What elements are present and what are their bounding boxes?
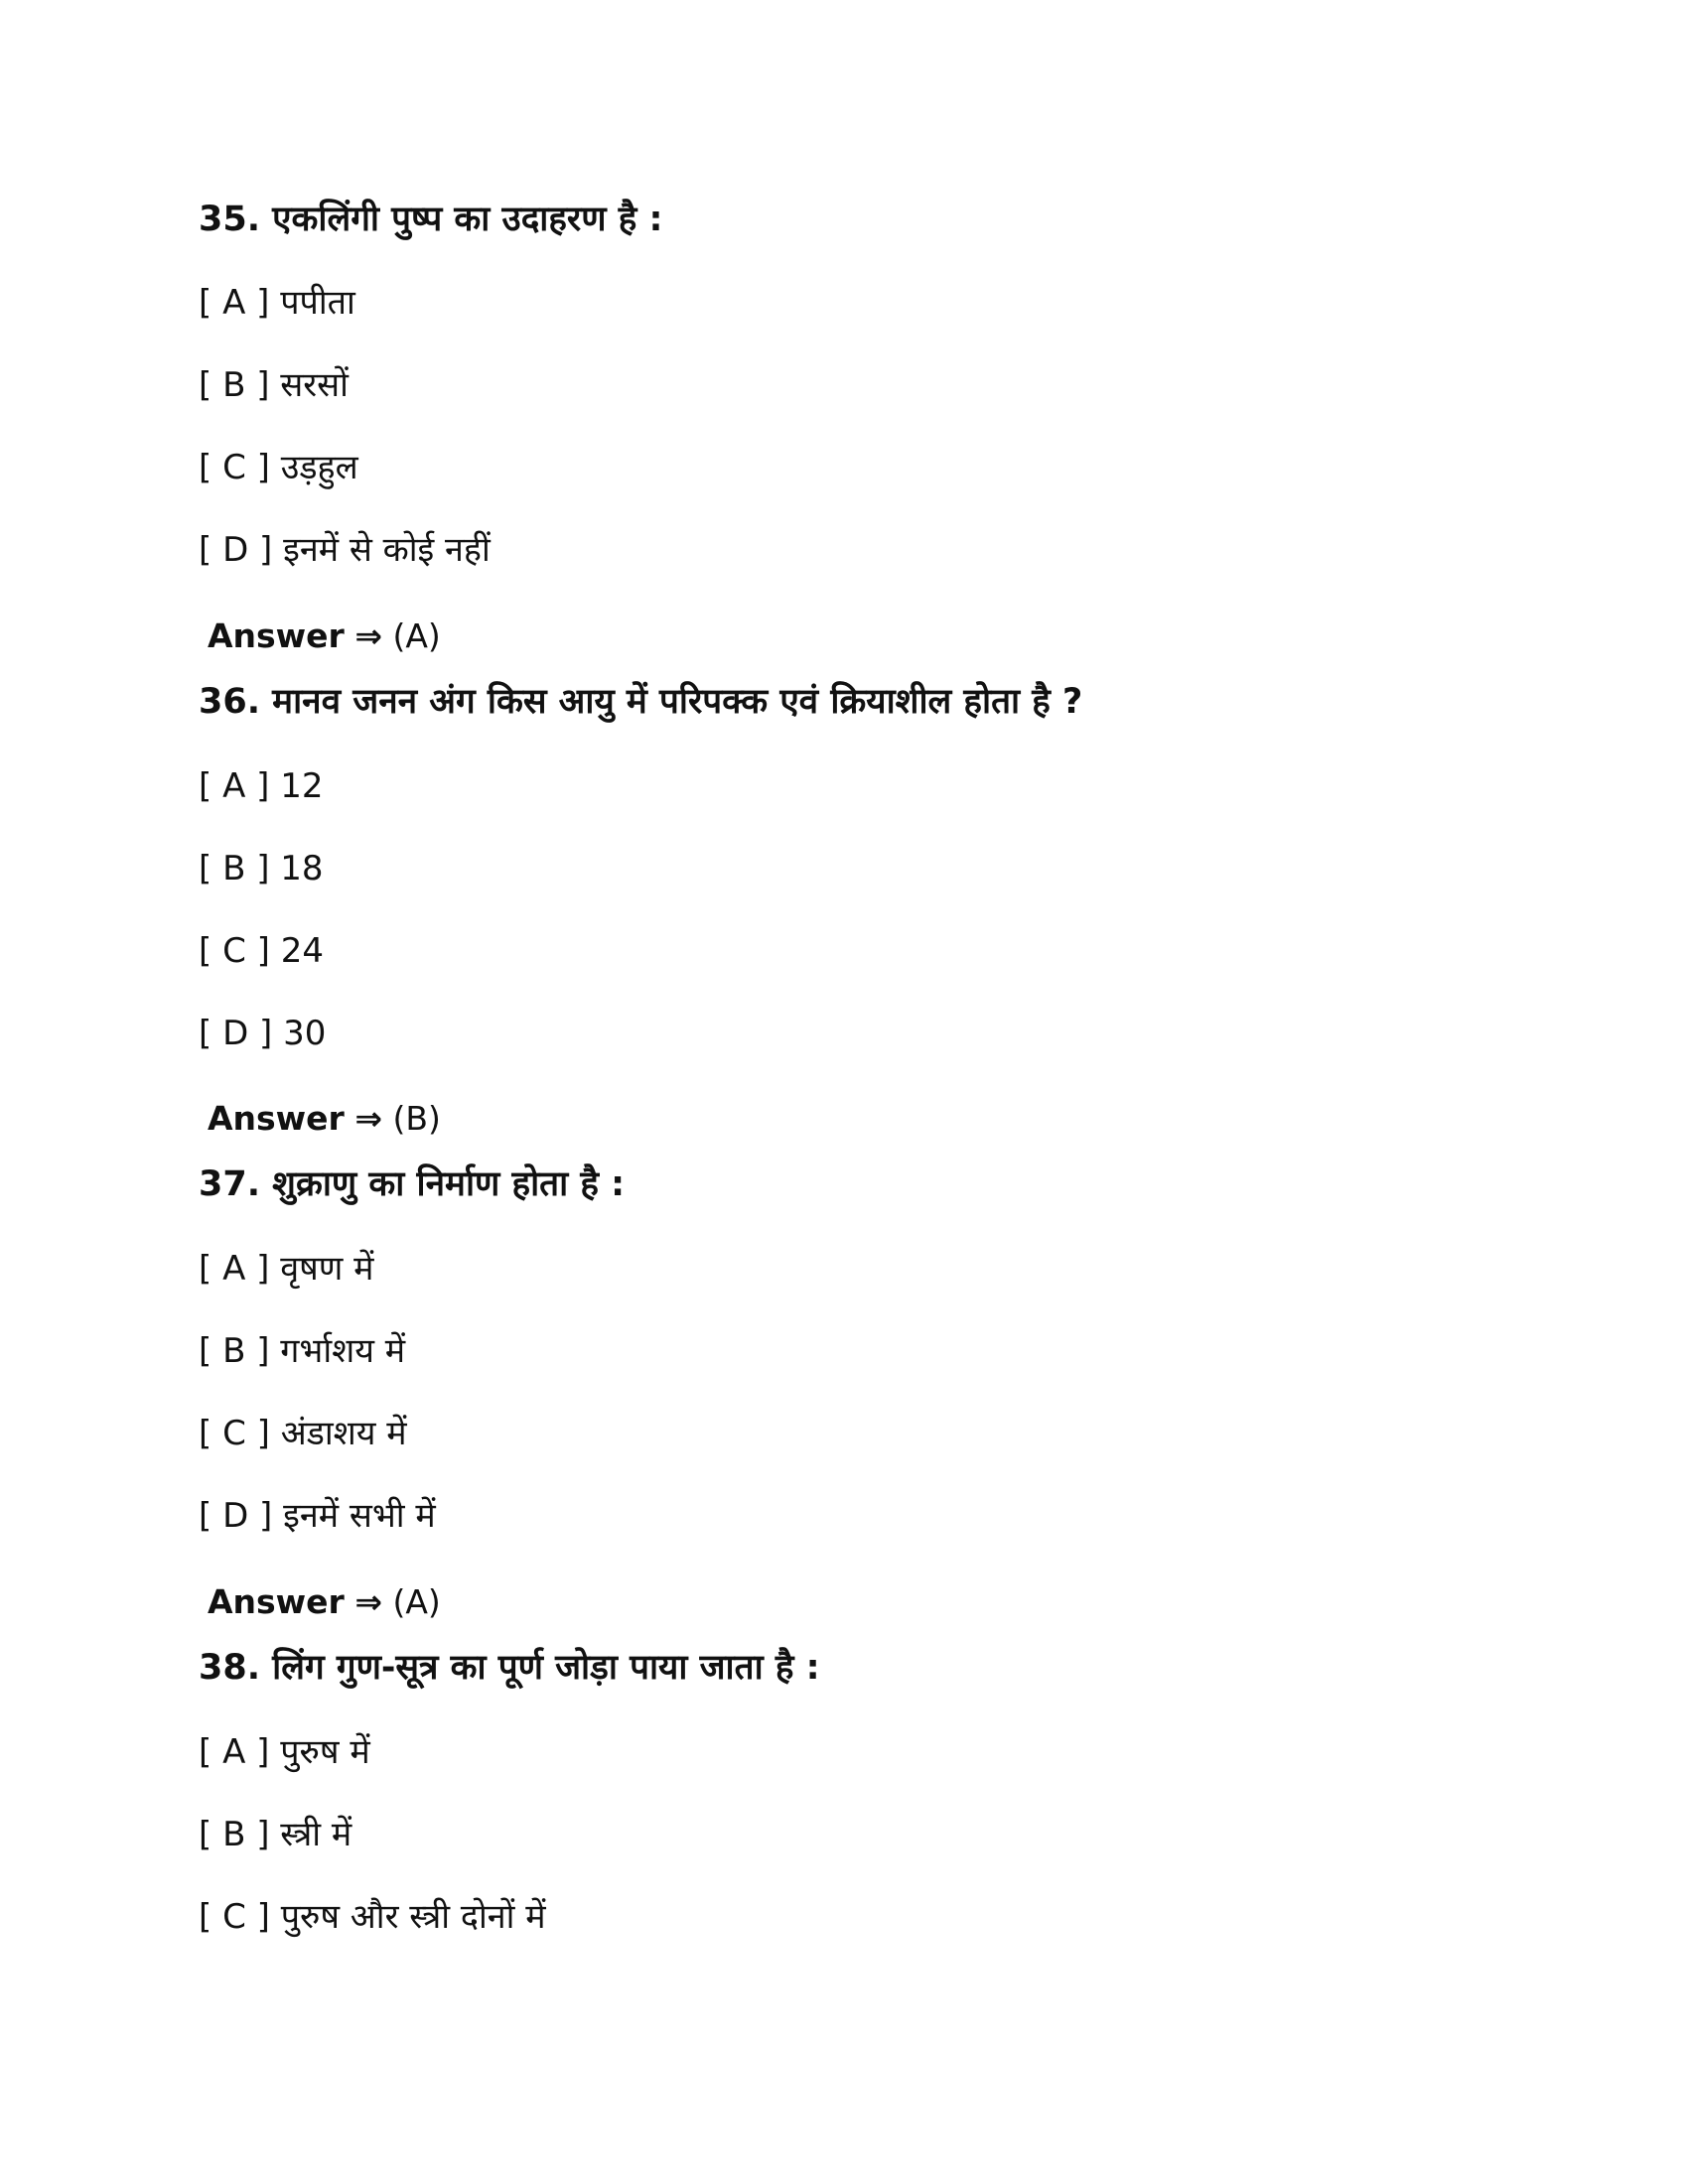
answer-label: Answer: [208, 616, 345, 655]
option-36-d: [ D ] 30: [199, 1014, 327, 1053]
option-35-a: [ A ] पपीता: [199, 283, 355, 323]
option-35-d: [ D ] इनमें से कोई नहीं: [199, 530, 491, 570]
answer-value: (A): [392, 616, 441, 655]
option-38-b: [ B ] स्त्री में: [199, 1815, 352, 1854]
answer-value: (B): [392, 1099, 441, 1138]
question-37: 37. शुक्राणु का निर्माण होता है :: [199, 1164, 626, 1204]
option-35-b: [ B ] सरसों: [199, 365, 349, 405]
answer-arrow-icon: ⇒: [354, 1582, 382, 1621]
option-37-c: [ C ] अंडाशय में: [199, 1414, 407, 1453]
answer-value: (A): [392, 1582, 441, 1621]
option-36-b: [ B ] 18: [199, 849, 324, 888]
answer-arrow-icon: ⇒: [354, 1099, 382, 1138]
question-36: 36. मानव जनन अंग किस आयु में परिपक्क एवं क्रियाशील होता है ?: [199, 682, 1083, 722]
question-35: 35. एकलिंगी पुष्प का उदाहरण है :: [199, 200, 663, 239]
option-38-c: [ C ] पुरुष और स्त्री दोनों में: [199, 1897, 546, 1937]
option-38-a: [ A ] पुरुष में: [199, 1732, 370, 1772]
option-36-c: [ C ] 24: [199, 931, 324, 971]
question-38: 38. लिंग गुण-सूत्र का पूर्ण जोड़ा पाया जाता है :: [199, 1648, 820, 1688]
answer-35: [208, 616, 441, 655]
answer-37: [208, 1582, 441, 1621]
answer-label: Answer: [208, 1099, 345, 1138]
option-37-a: [ A ] वृषण में: [199, 1249, 374, 1289]
answer-36: [208, 1099, 441, 1138]
option-37-b: [ B ] गर्भाशय में: [199, 1331, 406, 1371]
option-37-d: [ D ] इनमें सभी में: [199, 1496, 436, 1536]
answer-arrow-icon: ⇒: [354, 616, 382, 655]
option-35-c: [ C ] उड़हुल: [199, 448, 358, 487]
option-36-a: [ A ] 12: [199, 766, 324, 806]
answer-label: Answer: [208, 1582, 345, 1621]
